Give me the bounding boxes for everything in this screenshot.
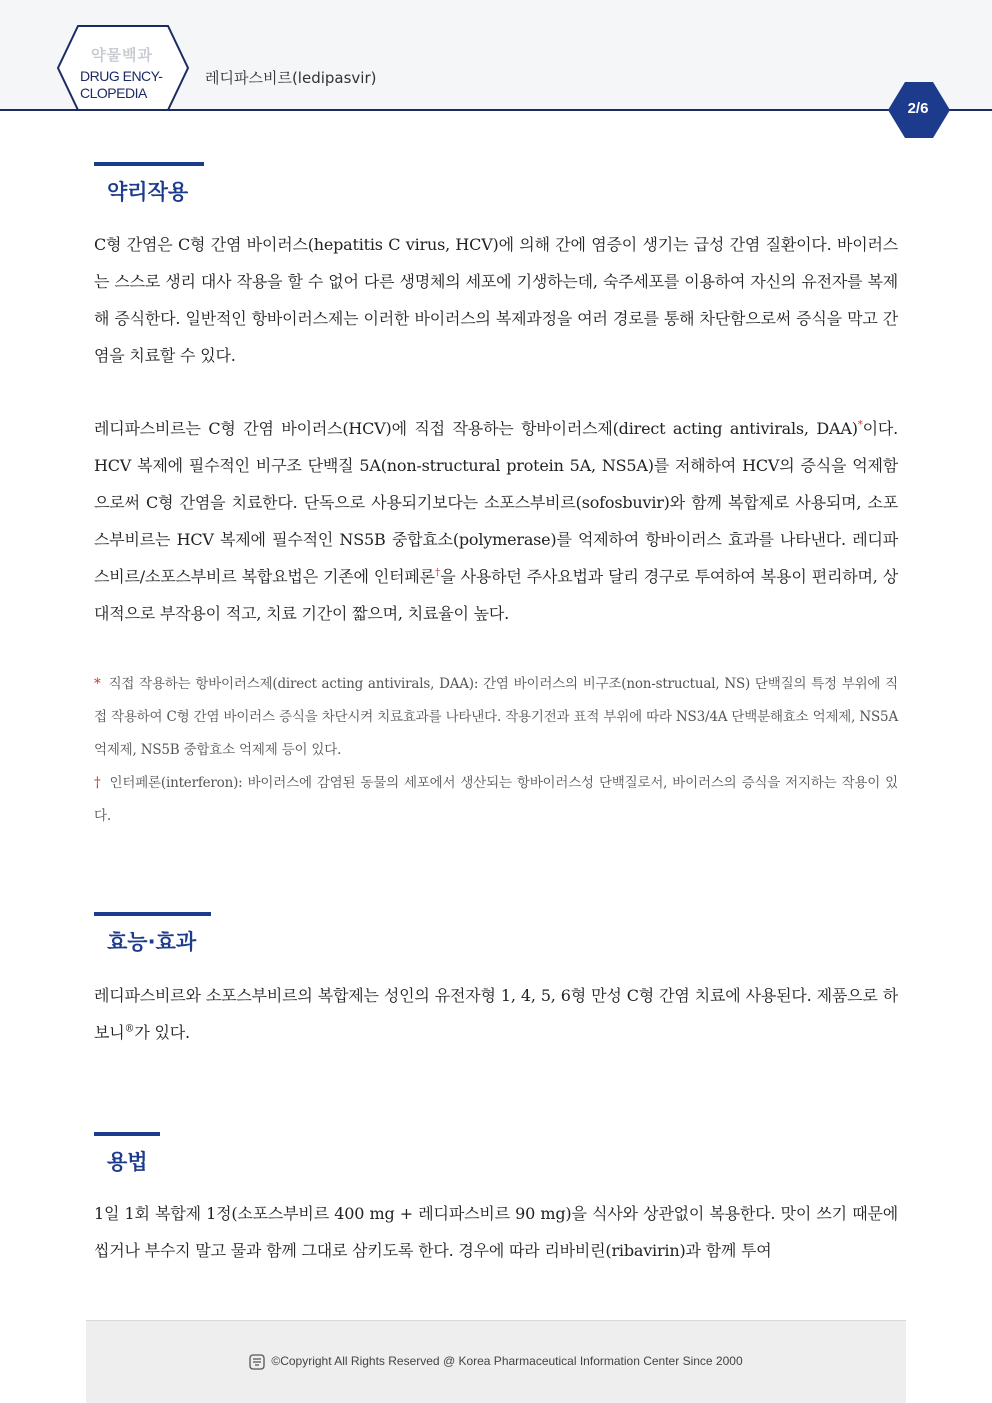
- efficacy-paragraph: [94, 977, 898, 1051]
- logo-english-line1: DRUG ENCY-: [80, 68, 163, 84]
- text-fragment: 가 있다.: [134, 1023, 190, 1042]
- footnote-text: 직접 작용하는 항바이러스제(direct acting antivirals, DAA): 간염 바이러스의 비구조(non-structual, NS) 단백질의 특정 부위에 직접 작용하여 C형 간염 바이러스 증식을 차단시켜 치료효과를 나타낸다. 작용기전과 표적 부위에 따라 NS3/4A 단백분해효소 억제제, NS5A 억제제, NS5B 중합효소 억제제 등이 있다.: [94, 676, 898, 758]
- text-fragment: 레디파스비르와 소포스부비르의 복합제는 성인의 유전자형 1, 4, 5, 6형 만성 C형 간염 치료에 사용된다. 제품으로 하보니: [94, 986, 898, 1042]
- text-fragment: 이다. HCV 복제에 필수적인 비구조 단백질 5A(non-structural protein 5A, NS5A)를 저해하여 HCV의 증식을 억제함으로써 C형 간염을 치료한다. 단독으로 사용되기보다는 소포스부비르(sofosbuvir)와 함께 복합제로 사용되며, 소포스부비르는 HCV 복제에 필수적인 NS5B 중합효소(polymerase)를 억제하여 항바이러스 효과를 나타낸다. 레디파스비르/소포스부비르 복합요법은 기존에 인터페론: [94, 419, 898, 586]
- copyright-text: ©Copyright All Rights Reserved @ Korea Pharmaceutical Information Center Since 2000: [271, 1354, 743, 1369]
- footnote-daa: [94, 668, 898, 767]
- section-efficacy: [94, 912, 898, 956]
- pharmacology-paragraph-1: C형 간염은 C형 간염 바이러스(hepatitis C virus, HCV)에 의해 간에 염증이 생기는 급성 간염 질환이다. 바이러스는 스스로 생리 대사 작용을 할 수 없어 다른 생명체의 세포에 기생하는데, 숙주세포를 이용하여 자신의 유전자를 복제해 증식한다. 일반적인 항바이러스제는 이러한 바이러스의 복제과정을 여러 경로를 통해 차단함으로써 증식을 막고 간염을 치료할 수 있다.: [94, 235, 898, 365]
- kpic-emblem-icon: [249, 1354, 265, 1370]
- section-bar: [94, 162, 204, 166]
- footnote-interferon: [94, 767, 898, 833]
- section-bar: [94, 1132, 160, 1136]
- page-number: 2/6: [907, 100, 929, 117]
- section-bar: [94, 912, 211, 916]
- logo-korean: 약물백과: [91, 46, 153, 64]
- footnote-mark-asterisk: *: [857, 419, 863, 431]
- logo-english: [80, 68, 172, 102]
- footnote-text: 인터페론(interferon): 바이러스에 감염된 동물의 세포에서 생산되는 항바이러스성 단백질로서, 바이러스의 증식을 저지하는 작용이 있다.: [94, 775, 899, 824]
- section-title: 효능·효과: [107, 930, 197, 954]
- registered-mark: ®: [124, 1023, 135, 1035]
- dosage-paragraph: 1일 1회 복합제 1정(소포스부비르 400 mg + 레디파스비르 90 mg)을 식사와 상관없이 복용한다. 맛이 쓰기 때문에 씹거나 부수지 말고 물과 함께 그대로 삼키도록 한다. 경우에 따라 리바비린(ribavirin)과 함께 투여: [94, 1204, 898, 1260]
- footnote-mark-dagger: †: [434, 567, 441, 579]
- text-fragment: 레디파스비르는 C형 간염 바이러스(HCV)에 직접 작용하는 항바이러스제(direct acting antivirals, DAA): [94, 419, 858, 438]
- section-title: 용법: [107, 1150, 148, 1174]
- footer-content: [86, 1354, 906, 1370]
- footnote-mark: †: [94, 775, 102, 791]
- text-fragment: 을 사용하던 주사요법과 달리 경구로 투여하여 복용이 편리하며, 상대적으로 부작용이 적고, 치료 기간이 짧으며, 치료율이 높다.: [94, 567, 898, 623]
- drug-title: 레디파스비르(ledipasvir): [205, 69, 377, 87]
- footnote-mark: *: [94, 676, 101, 692]
- logo-english-line2: CLOPEDIA: [80, 85, 147, 101]
- section-title: 약리작용: [107, 180, 189, 204]
- section-dosage: [94, 1132, 898, 1176]
- footer: [86, 1320, 906, 1403]
- pharmacology-paragraph-2: [94, 410, 898, 632]
- section-pharmacology: [94, 162, 898, 206]
